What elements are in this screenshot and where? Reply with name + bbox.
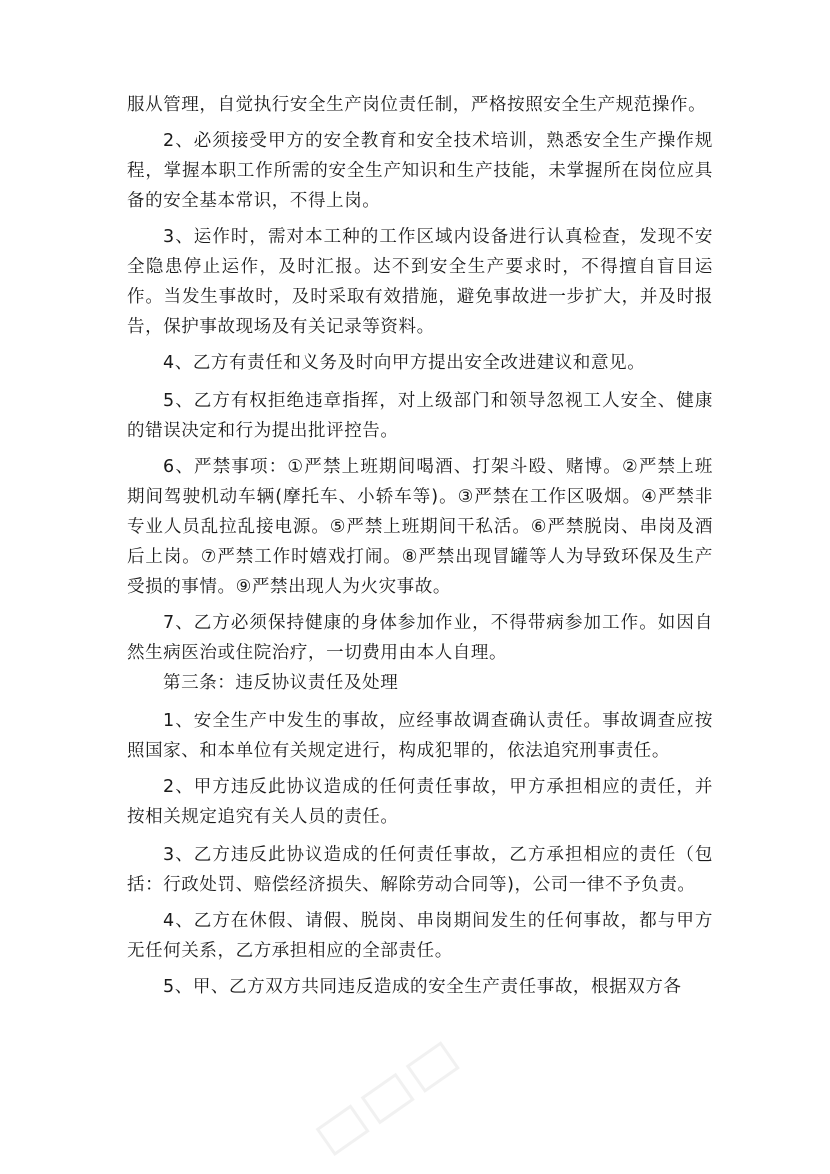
section-heading-article-3: 第三条：违反协议责任及处理 [163, 673, 399, 693]
paragraph-clause-3: 3、运作时，需对本工种的工作区域内设备进行认真检查，发现不安全隐患停止运作，及时汇报。达不到安全生产要求时，不得擅自盲目运作。当发生事故时，及时采取有效措施，避免事故进一步扩大，并及时报告，保护事故现场及有关记录等资料。 [127, 227, 713, 337]
document-body [127, 90, 713, 1002]
paragraph-clause-2: 2、必须接受甲方的安全教育和安全技术培训，熟悉安全生产操作规程，掌握本职工作所需的安全生产知识和生产技能，未掌握所在岗位应具备的安全基本常识，不得上岗。 [127, 131, 713, 211]
paragraph-article-3-clause-3: 3、乙方违反此协议造成的任何责任事故，乙方承担相应的责任（包括：行政处罚、赔偿经济损失、解除劳动合同等)，公司一律不予负责。 [127, 845, 713, 895]
paragraph-clause-6: 6、严禁事项：①严禁上班期间喝酒、打架斗殴、赌博。②严禁上班期间驾驶机动车辆(摩托车、小轿车等)。③严禁在工作区吸烟。④严禁非专业人员乱拉乱接电源。⑤严禁上班期间干私活。⑥严禁脱岗、串岗及酒后上岗。⑦严禁工作时嬉戏打闹。⑧严禁出现冒罐等人为导致环保及生产受损的事情。⑨严禁出现人为火灾事故。 [127, 457, 713, 597]
paragraph-clause-5: 5、乙方有权拒绝违章指挥，对上级部门和领导忽视工人安全、健康的错误决定和行为提出批评控告。 [127, 391, 713, 441]
paragraph-article-3-clause-1: 1、安全生产中发生的事故，应经事故调查确认责任。事故调查应按照国家、和本单位有关规定进行，构成犯罪的，依法追究刑事责任。 [127, 711, 713, 761]
paragraph-clause-7: 7、乙方必须保持健康的身体参加作业，不得带病参加工作。如因自然生病医治或住院治疗，一切费用由本人自理。 [127, 613, 713, 663]
paragraph-continuation: 服从管理，自觉执行安全生产岗位责任制，严格按照安全生产规范操作。 [127, 95, 707, 115]
paragraph-clause-4: 4、乙方有责任和义务及时向甲方提出安全改进建议和意见。 [163, 353, 646, 373]
watermark-graphic [301, 1008, 499, 1172]
paragraph-article-3-clause-2: 2、甲方违反此协议造成的任何责任事故，甲方承担相应的责任，并按相关规定追究有关人员的责任。 [127, 777, 713, 827]
paragraph-article-3-clause-4: 4、乙方在休假、请假、脱岗、串岗期间发生的任何事故，都与甲方无任何关系，乙方承担相应的全部责任。 [127, 911, 713, 961]
paragraph-article-3-clause-5: 5、甲、乙方双方共同违反造成的安全生产责任事故，根据双方各 [163, 977, 682, 997]
